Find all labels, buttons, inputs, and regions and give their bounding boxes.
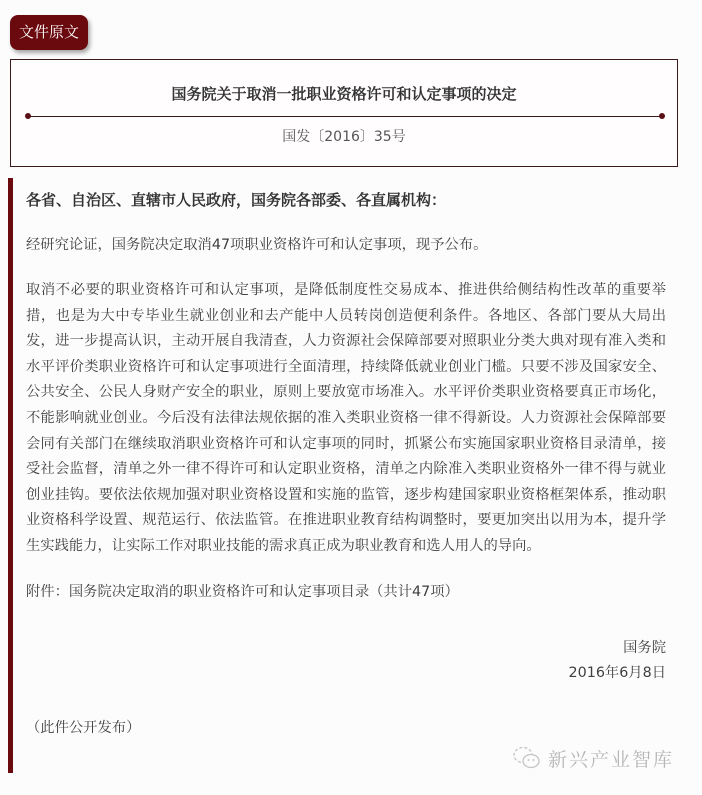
intro-paragraph: 经研究论证，国务院决定取消47项职业资格许可和认定事项，现予公布。 (26, 237, 488, 253)
section-tag: 文件原文 (10, 15, 88, 50)
signer: 国务院 (623, 639, 666, 656)
document-body (26, 188, 666, 761)
divider-dot-right-icon (659, 113, 665, 119)
publication-note: （此件公开发布） (26, 719, 141, 736)
watermark (512, 744, 674, 772)
divider-dot-left-icon (25, 113, 31, 119)
document-header (10, 59, 678, 167)
signature-block (26, 636, 666, 686)
document-title: 国务院关于取消一批职业资格许可和认定事项的决定 (171, 85, 517, 103)
signing-date: 2016年6月8日 (568, 664, 666, 681)
wechat-icon (512, 745, 542, 771)
content-accent-bar (8, 178, 13, 773)
document-number: 国发〔2016〕35号 (282, 129, 406, 145)
watermark-text: 新兴产业智库 (548, 748, 675, 771)
addressee: 各省、自治区、直辖市人民政府，国务院各部委、各直属机构： (26, 191, 447, 209)
title-divider (27, 116, 663, 117)
attachment-link[interactable]: 附件：国务院决定取消的职业资格许可和认定事项目录（共计47项） (26, 583, 459, 600)
main-paragraph: 取消不必要的职业资格许可和认定事项，是降低制度性交易成本、推进供给侧结构性改革的重要举措，也是为大中专毕业生就业创业和去产能中人员转岗创造便利条件。各地区、各部门要从大局出发，进一步提高认识，主动开展自我清查，人力资源社会保障部要对照职业分类大典对现有准入类和水平评价类职业资格许可和认定事项进行全面清理，持续降低就业创业门槛。只要不涉及国家安全、公共安全、公民人身财产安全的职业，原则上要放宽市场准入。水平评价类职业资格要真正市场化，不能影响就业创业。今后没有法律法规依据的准入类职业资格一律不得新设。人力资源社会保障部要会同有关部门在继续取消职业资格许可和认定事项的同时，抓紧公布实施国家职业资格目录清单，接受社会监督，清单之外一律不得许可和认定职业资格，清单之内除准入类职业资格外一律不得与就业创业挂钩。要依法依规加强对职业资格设置和实施的监管，逐步构建国家职业资格框架体系，推动职业资格科学设置、规范运行、依法监管。在推进职业教育结构调整时，要更加突出以用为本，提升学生实践能力，让实际工作对职业技能的需求真正成为职业教育和选人用人的导向。 (26, 282, 666, 554)
